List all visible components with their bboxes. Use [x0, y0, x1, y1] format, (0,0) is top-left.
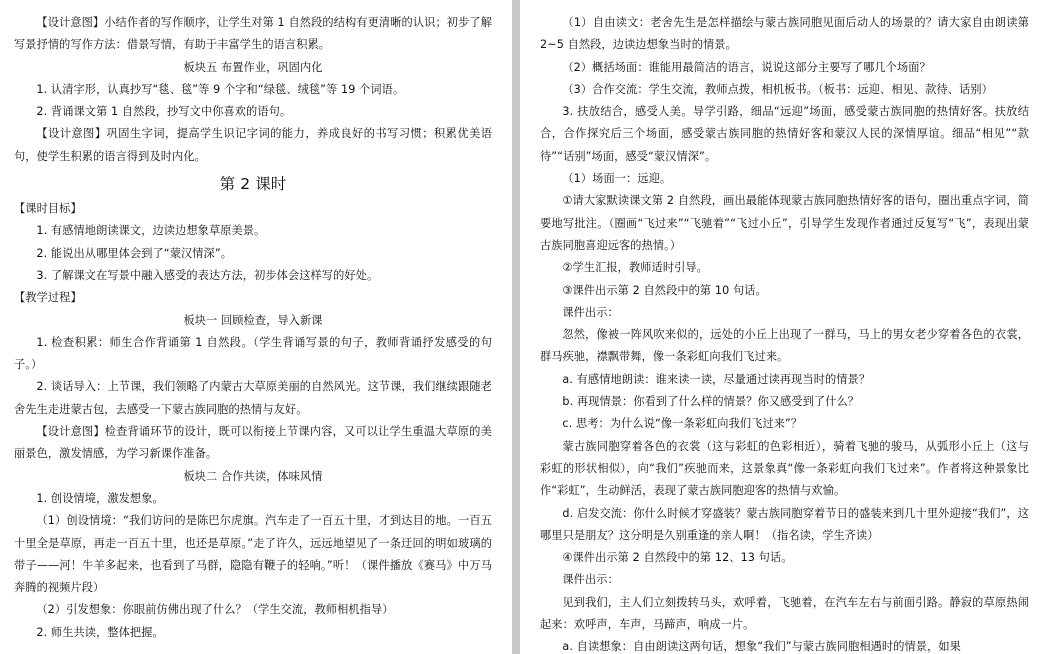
paragraph: 课件出示： [562, 305, 619, 319]
paragraph: 1. 有感情地朗读课文，边读边想象草原美景。 [36, 224, 266, 238]
paragraph: 1. 检查积累：师生合作背诵第 1 自然段。（学生背诵写景的句子，教师背诵抒发感受的句子。） [14, 335, 492, 372]
paragraph: ①请大家默读课文第 2 自然段，画出最能体现蒙古族同胞热情好客的语句，圈出重点字词，简要地写批注。（圈画“飞过来”“飞驰着”“飞过小丘”，引导学生发现作者通过反复写“飞”，表现出蒙古族同胞喜迎远客的热情。） [540, 194, 1029, 252]
paragraph: （3）合作交流：学生交流，教师点拨，相机板书。（板书：远迎、相见、款待、话别） [562, 82, 993, 96]
paragraph: 板块五 布置作业，巩固内化 [183, 60, 323, 74]
paragraph: 板块二 合作共读，体味风情 [183, 469, 323, 483]
paragraph: 2. 能说出从哪里体会到了“蒙汉情深”。 [36, 246, 233, 260]
paragraph: （2）引发想象：你眼前仿佛出现了什么？（学生交流，教师相机指导） [36, 603, 394, 617]
paragraph: ②学生汇报，教师适时引导。 [562, 261, 708, 275]
paragraph: 3. 扶放结合，感受人美。导学引路，细品“远迎”场面，感受蒙古族同胞的热情好客。扶放结合，合作探究后三个场面，感受蒙古族同胞的热情好客和蒙汉人民的深情厚谊。细品“相见”“款待”“话别”场面，感受“蒙汉情深”。 [540, 105, 1029, 163]
paragraph: b. 再现情景：你看到了什么样的情景？你又感受到了什么？ [562, 395, 860, 409]
paragraph: 【设计意图】巩固生字词，提高学生识记字词的能力，养成良好的书写习惯；积累优美语句，使学生积累的语言得到及时内化。 [14, 127, 492, 163]
paragraph: 【设计意图】检查背诵环节的设计，既可以衔接上节课内容，又可以让学生重温大草原的美丽景色，激发情感，为学习新课作准备。 [14, 425, 492, 461]
paragraph: 2. 背诵课文第 1 自然段，抄写文中你喜欢的语句。 [36, 105, 292, 119]
paragraph: ④课件出示第 2 自然段中的第 12、13 句话。 [562, 551, 793, 565]
paragraph: 蒙古族同胞穿着各色的衣裳（这与彩虹的色彩相近），骑着飞驰的骏马，从弧形小丘上（这与彩虹的形状相似），向“我们”疾驰而来，这景象真“像一条彩虹向我们飞过来”。作者将这种景象比作“彩虹”，生动鲜活，表现了蒙古族同胞迎客的热情与欢愉。 [540, 439, 1029, 498]
left-page[interactable] [0, 0, 512, 654]
paragraph: （1）创设情境：“我们访问的是陈巴尔虎旗。汽车走了一百五十里，才到达目的地。一百五十里全是草原，再走一百五十里，也还是草原。”走了许久，远远地望见了一条迂回的明如玻璃的带子——河！牛羊多起来，也看到了马群，隐隐有鞭子的轻响。”听！（课件播放《赛马》中万马奔腾的视频片段） [14, 514, 492, 595]
paragraph: 【教学过程】 [14, 291, 82, 305]
paragraph: 3. 了解课文在写景中融入感受的表达方法，初步体会这样写的好处。 [36, 268, 379, 282]
paragraph: 见到我们，主人们立刻拨转马头，欢呼着，飞驰着，在汽车左右与前面引路。静寂的草原热闹起来：欢呼声，车声，马蹄声，响成一片。 [540, 595, 1029, 632]
paragraph: 2. 师生共读，整体把握。 [36, 625, 164, 639]
paragraph: d. 启发交流：你什么时候才穿盛装？蒙古族同胞穿着节日的盛装来到几十里外迎接“我们”，这哪里只是朋友？这分明是久别重逢的亲人啊！（指名读，学生齐读） [540, 506, 1029, 542]
paragraph: 第 2 课时 [219, 175, 287, 194]
paragraph: 忽然，像被一阵风吹来似的，远处的小丘上出现了一群马，马上的男女老少穿着各色的衣裳，群马疾驰，襟飘带舞，像一条彩虹向我们飞过来。 [540, 328, 1029, 364]
page-gap [512, 0, 520, 654]
paragraph: 板块一 回顾检查，导入新课 [183, 313, 323, 327]
paragraph: （1）场面一：远迎。 [562, 172, 672, 186]
paragraph: 【课时目标】 [14, 202, 82, 216]
paragraph: a. 有感情地朗读：谁来读一读，尽量通过读再现当时的情景？ [562, 372, 871, 386]
paragraph: 课件出示： [562, 573, 619, 587]
paragraph: （1）自由读文：老舍先生是怎样描绘与蒙古族同胞见面后动人的场景的？请大家自由朗读第 2~5 自然段，边读边想象当时的情景。 [540, 16, 1029, 52]
paragraph: a. 自读想象：自由朗读这两句话，想象“我们”与蒙古族同胞相遇时的情景，如果 [562, 640, 961, 654]
paragraph: 2. 谈话导入：上节课，我们领略了内蒙古大草原美丽的自然风光。这节课，我们继续跟随老舍先生走进蒙古包，去感受一下蒙古族同胞的热情与友好。 [14, 380, 492, 416]
paragraph: 1. 认清字形，认真抄写“毯、毯”等 9 个字和“绿毯、绒毯”等 19 个词语。 [36, 82, 405, 96]
paragraph: c. 思考：为什么说“像一条彩虹向我们飞过来”？ [562, 417, 803, 431]
paragraph: （2）概括场面：谁能用最简洁的语言，说说这部分主要写了哪几个场面？ [562, 60, 931, 74]
paragraph: 1. 创设情境，激发想象。 [36, 491, 164, 505]
right-page[interactable] [520, 0, 1049, 654]
paragraph: 【设计意图】小结作者的写作顺序，让学生对第 1 自然段的结构有更清晰的认识；初步了解写景抒情的写作方法：借景写情，有助于丰富学生的语言积累。 [14, 16, 492, 52]
paragraph: ③课件出示第 2 自然段中的第 10 句话。 [562, 283, 767, 297]
